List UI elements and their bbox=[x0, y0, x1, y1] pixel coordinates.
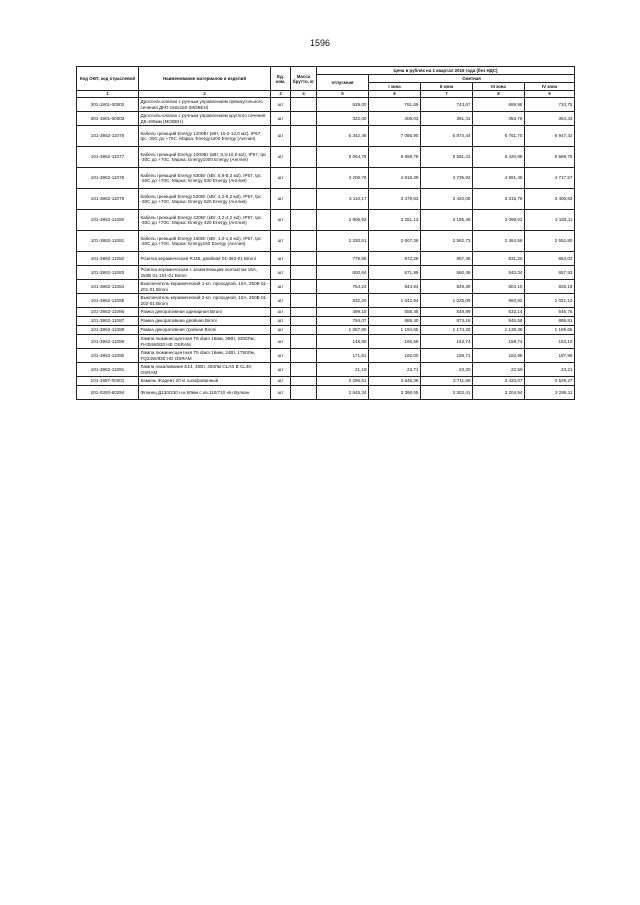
cell-code: 301-1901-00002 bbox=[77, 98, 139, 112]
table-row bbox=[77, 266, 575, 280]
cell-mass bbox=[291, 377, 317, 386]
cell-mass bbox=[291, 280, 317, 294]
cell-unit: шт bbox=[271, 326, 291, 335]
cell-code: 101-3862-11091 bbox=[77, 363, 139, 377]
cell-name: Выключатель керамический 2-кл. проходной, 10А, 250В 01-202-01 Bironi bbox=[139, 294, 271, 308]
header-zone1: I зона bbox=[369, 83, 421, 91]
column-number: 5 bbox=[317, 91, 369, 98]
cell-release-price: 3 110,17 bbox=[317, 189, 369, 210]
cell-zone3-price: 22,59 bbox=[473, 363, 525, 377]
cell-zone2-price: 857,35 bbox=[421, 252, 473, 266]
cell-name: Лампа люминесцентная T5 diam 16мм, 35Вт, 3300Лм, FH35W/830 HE OSRAM bbox=[139, 335, 271, 349]
cell-mass bbox=[291, 335, 317, 349]
cell-mass bbox=[291, 168, 317, 189]
cell-zone1-price: 5 668,78 bbox=[369, 147, 421, 168]
cell-release-price: 779,66 bbox=[317, 252, 369, 266]
cell-zone1-price: 7 085,90 bbox=[369, 126, 421, 147]
cell-zone1-price: 671,99 bbox=[369, 266, 421, 280]
cell-code: 101-3862-11087 bbox=[77, 317, 139, 326]
table-row bbox=[77, 363, 575, 377]
cell-zone1-price: 23,71 bbox=[369, 363, 421, 377]
cell-unit: шт bbox=[271, 98, 291, 112]
cell-name: Фланец Д130/230 н.н.50мм с из.110/710 н/н Вулкан bbox=[139, 386, 271, 400]
table-row bbox=[77, 112, 575, 126]
cell-zone1-price: 406,03 bbox=[369, 112, 421, 126]
cell-code: 301-1901-00003 bbox=[77, 112, 139, 126]
cell-mass bbox=[291, 317, 317, 326]
header-zone3: III зона bbox=[473, 83, 525, 91]
cell-unit: шт bbox=[271, 308, 291, 317]
cell-zone3-price: 831,20 bbox=[473, 252, 525, 266]
cell-zone4-price: 187,98 bbox=[525, 349, 575, 363]
cell-zone3-price: 158,74 bbox=[473, 335, 525, 349]
cell-unit: шт bbox=[271, 189, 291, 210]
cell-zone2-price: 873,19 bbox=[421, 317, 473, 326]
cell-release-price: 932,20 bbox=[317, 294, 369, 308]
cell-zone3-price: 4 591,46 bbox=[473, 168, 525, 189]
cell-zone3-price: 846,56 bbox=[473, 317, 525, 326]
page-number: 1596 bbox=[309, 38, 331, 48]
table-row bbox=[77, 126, 575, 147]
column-numbers-row bbox=[77, 91, 575, 98]
cell-release-price: 6 342,46 bbox=[317, 126, 369, 147]
column-number: 8 bbox=[473, 91, 525, 98]
cell-unit: шт bbox=[271, 168, 291, 189]
cell-code: 201-0393-60294 bbox=[77, 386, 139, 400]
header-zone4: IV зона bbox=[525, 83, 575, 91]
cell-zone2-price: 6 874,44 bbox=[421, 126, 473, 147]
cell-zone3-price: 182,95 bbox=[473, 349, 525, 363]
cell-release-price: 171,61 bbox=[317, 349, 369, 363]
cell-unit: шт bbox=[271, 210, 291, 231]
cell-zone2-price: 2 562,73 bbox=[421, 231, 473, 252]
table-row bbox=[77, 98, 575, 112]
cell-zone3-price: 3 204,94 bbox=[473, 386, 525, 400]
column-number: 7 bbox=[421, 91, 473, 98]
cell-zone4-price: 1 021,12 bbox=[525, 294, 575, 308]
table-row bbox=[77, 168, 575, 189]
cell-release-price: 754,24 bbox=[317, 280, 369, 294]
cell-release-price: 5 064,75 bbox=[317, 147, 369, 168]
cell-unit: шт bbox=[271, 280, 291, 294]
header-mass: Масса брутто, кг bbox=[291, 67, 317, 91]
cell-mass bbox=[291, 349, 317, 363]
cell-name: Лампа накаливания E14, 40Вт, 400Лм CLAS B CL40, OSRAM bbox=[139, 363, 271, 377]
cell-mass bbox=[291, 294, 317, 308]
cell-zone4-price: 3 285,11 bbox=[525, 386, 575, 400]
cell-zone1-price: 4 818,39 bbox=[369, 168, 421, 189]
cell-code: 101-3862-11090 bbox=[77, 349, 139, 363]
cell-name: Кабель греющий Energy 150Вт (кВт, 1,0-1,5 м2), IP67, tрс -30С до +70С. Марка: Energy150 Energy (Англия) bbox=[139, 231, 271, 252]
cell-release-price: 1 067,80 bbox=[317, 326, 369, 335]
cell-zone4-price: 5 569,75 bbox=[525, 147, 575, 168]
cell-mass bbox=[291, 98, 317, 112]
column-number: 6 bbox=[369, 91, 421, 98]
table-row bbox=[77, 377, 575, 386]
cell-name: Рамка декоративная тройная Bironi bbox=[139, 326, 271, 335]
cell-zone3-price: 532,14 bbox=[473, 308, 525, 317]
cell-zone1-price: 2 607,36 bbox=[369, 231, 421, 252]
cell-zone4-price: 3 183,11 bbox=[525, 210, 575, 231]
cell-code: 101-3862-11086 bbox=[77, 308, 139, 317]
header-code: Код ОКП, код отраслевой bbox=[77, 67, 139, 91]
cell-zone4-price: 854,03 bbox=[525, 252, 575, 266]
cell-zone3-price: 5 420,88 bbox=[473, 147, 525, 168]
cell-zone4-price: 6 947,42 bbox=[525, 126, 575, 147]
cell-release-price: 2 905,93 bbox=[317, 210, 369, 231]
cell-code: 101-3862-11079 bbox=[77, 189, 139, 210]
cell-zone3-price: 2 484,56 bbox=[473, 231, 525, 252]
cell-name: Розетка керамическая RJ45, двойная 01-362-01 Bironi bbox=[139, 252, 271, 266]
cell-zone4-price: 2 552,80 bbox=[525, 231, 575, 252]
cell-code: 101-3862-11080 bbox=[77, 210, 139, 231]
cell-unit: шт bbox=[271, 126, 291, 147]
table-row bbox=[77, 317, 575, 326]
cell-name: Кабель греющий Energy 1200Вт (кВт, 15,0-12,0 м2), IP67, tрс -30С до +70С. Марка: Energy1200 Energy (Англия) bbox=[139, 126, 271, 147]
cell-code: 101-3862-11076 bbox=[77, 126, 139, 147]
table-row bbox=[77, 231, 575, 252]
cell-mass bbox=[291, 189, 317, 210]
cell-zone2-price: 3 302,41 bbox=[421, 386, 473, 400]
cell-release-price: 3 296,61 bbox=[317, 377, 369, 386]
cell-mass bbox=[291, 147, 317, 168]
header-unit: Ед. изм. bbox=[271, 67, 291, 91]
cell-release-price: 600,64 bbox=[317, 266, 369, 280]
cell-zone3-price: 3 315,76 bbox=[473, 189, 525, 210]
cell-unit: шт bbox=[271, 147, 291, 168]
table-header bbox=[77, 67, 575, 98]
cell-zone4-price: 4 717,57 bbox=[525, 168, 575, 189]
cell-zone3-price: 3 098,02 bbox=[473, 210, 525, 231]
cell-name: Рамка декоративная одинарная Bironi bbox=[139, 308, 271, 317]
cell-zone2-price: 3 711,68 bbox=[421, 377, 473, 386]
table-row bbox=[77, 210, 575, 231]
cell-name: Лампа люминесцентная T5 diam 16мм, 24Вт, 1750Лм, FQ24W/830 HO OSRAM bbox=[139, 349, 271, 363]
cell-code: 101-3862-11085 bbox=[77, 294, 139, 308]
cell-zone4-price: 3 529,27 bbox=[525, 377, 575, 386]
cell-zone2-price: 5 591,41 bbox=[421, 147, 473, 168]
cell-zone3-price: 993,82 bbox=[473, 294, 525, 308]
cell-name: Кабель греющий Energy 520Вт (кВт, 4,2-5,2 м2), IP67, tрс -30С до +70С. Марка: Energy 520 Energy (Англия) bbox=[139, 189, 271, 210]
table-row bbox=[77, 326, 575, 335]
cell-zone1-price: 3 645,38 bbox=[369, 377, 421, 386]
column-number: 9 bbox=[525, 91, 575, 98]
cell-release-price: 499,15 bbox=[317, 308, 369, 317]
cell-mass bbox=[291, 326, 317, 335]
cell-zone3-price: 804,10 bbox=[473, 280, 525, 294]
cell-zone3-price: 689,98 bbox=[473, 98, 525, 112]
cell-release-price: 794,07 bbox=[317, 317, 369, 326]
cell-zone4-price: 23,21 bbox=[525, 363, 575, 377]
cell-code: 101-3862-11088 bbox=[77, 326, 139, 335]
cell-zone2-price: 23,30 bbox=[421, 363, 473, 377]
table-row bbox=[77, 349, 575, 363]
cell-zone2-price: 4 735,92 bbox=[421, 168, 473, 189]
cell-zone2-price: 548,89 bbox=[421, 308, 473, 317]
cell-unit: шт bbox=[271, 335, 291, 349]
table-row bbox=[77, 189, 575, 210]
cell-release-price: 21,19 bbox=[317, 363, 369, 377]
cell-unit: шт bbox=[271, 377, 291, 386]
cell-unit: шт bbox=[271, 294, 291, 308]
table-row bbox=[77, 280, 575, 294]
cell-zone3-price: 353,78 bbox=[473, 112, 525, 126]
cell-release-price: 148,90 bbox=[317, 335, 369, 349]
table-row bbox=[77, 335, 575, 349]
cell-zone3-price: 1 138,38 bbox=[473, 326, 525, 335]
cell-zone2-price: 829,39 bbox=[421, 280, 473, 294]
cell-mass bbox=[291, 363, 317, 377]
cell-mass bbox=[291, 308, 317, 317]
cell-release-price: 2 645,34 bbox=[317, 386, 369, 400]
cell-zone1-price: 3 398,65 bbox=[369, 386, 421, 400]
cell-code: 101-1957-00001 bbox=[77, 377, 139, 386]
cell-unit: шт bbox=[271, 349, 291, 363]
cell-zone2-price: 743,67 bbox=[421, 98, 473, 112]
cell-code: 101-3862-11082 bbox=[77, 252, 139, 266]
cell-unit: шт bbox=[271, 112, 291, 126]
cell-zone4-price: 364,43 bbox=[525, 112, 575, 126]
cell-unit: шт bbox=[271, 363, 291, 377]
cell-mass bbox=[291, 231, 317, 252]
cell-zone1-price: 166,59 bbox=[369, 335, 421, 349]
cell-mass bbox=[291, 252, 317, 266]
cell-zone1-price: 888,40 bbox=[369, 317, 421, 326]
cell-zone1-price: 1 194,65 bbox=[369, 326, 421, 335]
header-release: отпускная bbox=[317, 75, 369, 91]
cell-zone1-price: 761,69 bbox=[369, 98, 421, 112]
cell-mass bbox=[291, 112, 317, 126]
cell-zone2-price: 3 420,08 bbox=[421, 189, 473, 210]
cell-mass bbox=[291, 386, 317, 400]
cell-name: Выключатель керамический 1-кл. проходной, 10А, 250В 01-201-01 Bironi bbox=[139, 280, 271, 294]
cell-zone2-price: 660,49 bbox=[421, 266, 473, 280]
cell-name: Дроссель-клапан с ручным управлением круглого сечения ДК-160мм (МОВЕН) bbox=[139, 112, 271, 126]
cell-code: 101-3862-11084 bbox=[77, 280, 139, 294]
cell-mass bbox=[291, 266, 317, 280]
cell-code: 101-3862-11077 bbox=[77, 147, 139, 168]
cell-name: Кабель греющий Energy 1000Вт (кВт, 8,3-10,0 м2), IP67, tрс -30С до +70С. Марка: Energy1000 Energy (Англия) bbox=[139, 147, 271, 168]
cell-code: 101-3862-11078 bbox=[77, 168, 139, 189]
table-row bbox=[77, 252, 575, 266]
cell-zone3-price: 3 433,07 bbox=[473, 377, 525, 386]
cell-zone1-price: 1 042,94 bbox=[369, 294, 421, 308]
cell-zone1-price: 843,84 bbox=[369, 280, 421, 294]
cell-code: 101-3862-11083 bbox=[77, 266, 139, 280]
cell-mass bbox=[291, 126, 317, 147]
cell-unit: шт bbox=[271, 252, 291, 266]
column-number: 4 bbox=[291, 91, 317, 98]
cell-release-price: 629,00 bbox=[317, 98, 369, 112]
header-name: Наименование материалов и изделий bbox=[139, 67, 271, 91]
cell-zone1-price: 558,45 bbox=[369, 308, 421, 317]
cell-name: Рамка декоративная двойная Bironi bbox=[139, 317, 271, 326]
cell-zone1-price: 192,00 bbox=[369, 349, 421, 363]
price-table bbox=[76, 66, 575, 400]
cell-name: Кабель греющий Energy 830Вт (кВт, 6,9-8,3 м2), IP67, tрс -30С до +70С. Марка: Energy 830 Energy (Англия) bbox=[139, 168, 271, 189]
table-body bbox=[77, 98, 575, 400]
cell-zone2-price: 381,41 bbox=[421, 112, 473, 126]
cell-zone3-price: 6 761,70 bbox=[473, 126, 525, 147]
cell-unit: шт bbox=[271, 386, 291, 400]
cell-zone1-price: 3 251,13 bbox=[369, 210, 421, 231]
cell-zone2-price: 188,71 bbox=[421, 349, 473, 363]
cell-zone4-price: 3 406,83 bbox=[525, 189, 575, 210]
cell-release-price: 2 330,51 bbox=[317, 231, 369, 252]
cell-zone4-price: 546,76 bbox=[525, 308, 575, 317]
cell-name: Дроссель-клапан с ручным управлением прямоугольного сечения ДКП-150х150 (МОВЕН) bbox=[139, 98, 271, 112]
table-row bbox=[77, 147, 575, 168]
cell-mass bbox=[291, 210, 317, 231]
cell-code: 101-3862-11081 bbox=[77, 231, 139, 252]
cell-zone4-price: 869,81 bbox=[525, 317, 575, 326]
header-zone2: II зона bbox=[421, 83, 473, 91]
cell-zone2-price: 163,74 bbox=[421, 335, 473, 349]
column-number: 2 bbox=[139, 91, 271, 98]
cell-zone2-price: 1 025,09 bbox=[421, 294, 473, 308]
cell-zone2-price: 1 174,20 bbox=[421, 326, 473, 335]
header-estimate: Сметная bbox=[369, 75, 575, 83]
cell-zone1-price: 3 479,63 bbox=[369, 189, 421, 210]
table-row bbox=[77, 308, 575, 317]
cell-zone4-price: 163,10 bbox=[525, 335, 575, 349]
cell-release-price: 322,00 bbox=[317, 112, 369, 126]
cell-name: Камень Жадеит 20 кг шлифованный bbox=[139, 377, 271, 386]
column-number: 1 bbox=[77, 91, 139, 98]
cell-unit: шт bbox=[271, 266, 291, 280]
table-row bbox=[77, 386, 575, 400]
header-price-group: Цена в рублях на 1 квартал 2016 года (без НДС) bbox=[317, 67, 575, 75]
cell-name: Кабель греющий Energy 420Вт (кВт, 3,2-4,2 м2), IP67, tрс -30С до +70С. Марка: Energy 420 Energy (Англия) bbox=[139, 210, 271, 231]
cell-release-price: 4 206,76 bbox=[317, 168, 369, 189]
cell-unit: шт bbox=[271, 317, 291, 326]
cell-zone4-price: 826,18 bbox=[525, 280, 575, 294]
table-row bbox=[77, 294, 575, 308]
cell-zone2-price: 3 195,49 bbox=[421, 210, 473, 231]
cell-zone3-price: 640,34 bbox=[473, 266, 525, 280]
cell-unit: шт bbox=[271, 231, 291, 252]
cell-zone4-price: 710,75 bbox=[525, 98, 575, 112]
cell-name: Розетка керамическая с заземляющим контактом 16А, 250В 01-101-01 Bironi bbox=[139, 266, 271, 280]
cell-code: 101-3862-11089 bbox=[77, 335, 139, 349]
cell-zone4-price: 657,93 bbox=[525, 266, 575, 280]
cell-zone1-price: 872,28 bbox=[369, 252, 421, 266]
column-number: 3 bbox=[271, 91, 291, 98]
cell-zone4-price: 1 169,65 bbox=[525, 326, 575, 335]
